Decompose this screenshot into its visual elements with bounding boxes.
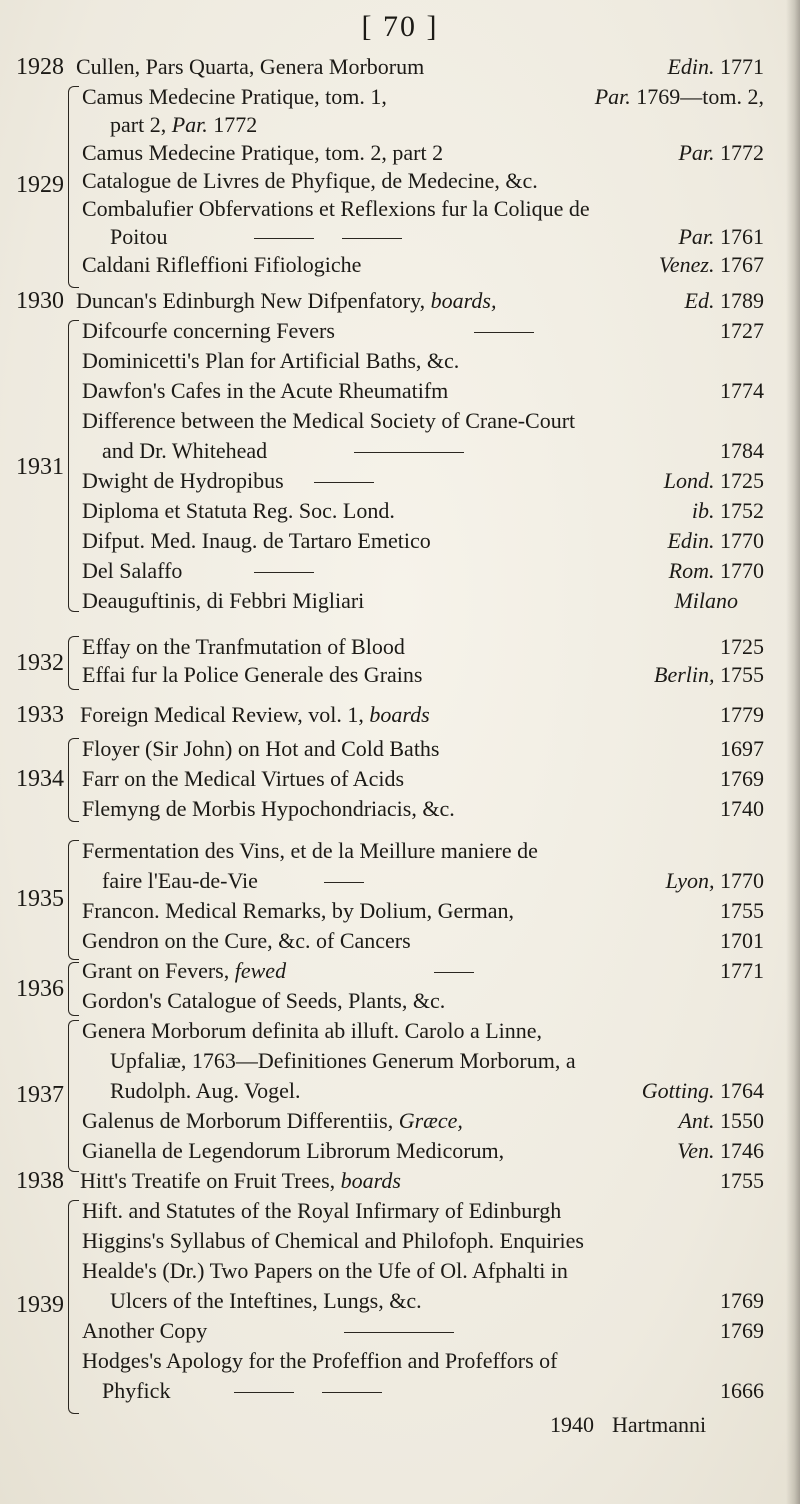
- lot-1939-line: [0, 1196, 800, 1226]
- lot-number: 1929: [16, 172, 64, 198]
- entry-imprint: Milano: [674, 588, 738, 613]
- lot-1931-line: [0, 466, 800, 496]
- entry-title: Dominicetti's Plan for Artificial Baths, &c.: [82, 348, 460, 373]
- entry-title: Poitou: [110, 224, 168, 249]
- lot-number: 1931: [16, 454, 64, 480]
- entry-imprint: Ven. 1746: [677, 1138, 764, 1163]
- entry-imprint: 1771: [720, 958, 764, 983]
- entry-imprint: 1769: [720, 766, 764, 791]
- entry-imprint: Rom. 1770: [668, 558, 764, 583]
- lot-1937-line: [0, 1016, 800, 1046]
- entry-imprint: Berlin, 1755: [654, 662, 764, 687]
- entry-title: Flemyng de Morbis Hypochondriacis, &c.: [82, 796, 455, 821]
- page-number-header: [ 70 ]: [361, 10, 439, 43]
- lot-1931-line: [0, 376, 800, 406]
- entry-title: Duncan's Edinburgh New Difpenfatory, boards,: [76, 288, 497, 313]
- entry-title: faire l'Eau-de-Vie: [102, 868, 258, 893]
- lot-1937-line: [0, 1046, 800, 1076]
- lot-1929-line: [0, 110, 800, 140]
- entry-title: Phyfick: [102, 1378, 171, 1403]
- lot-1939-line: [0, 1286, 800, 1316]
- lot-1937-line: [0, 1076, 800, 1106]
- entry-title: Farr on the Medical Virtues of Acids: [82, 766, 405, 791]
- leader-dashes: [300, 466, 388, 496]
- lot-1928-line: [0, 52, 800, 82]
- entry-title: Another Copy: [82, 1318, 208, 1343]
- entry-imprint: Par. 1769—tom. 2,: [594, 84, 764, 109]
- lot-1939-line: [0, 1316, 800, 1346]
- lot-1929-line: [0, 166, 800, 196]
- entry-imprint: 1697: [720, 736, 764, 761]
- entry-imprint: 1666: [720, 1378, 764, 1403]
- lot-1931-line: [0, 556, 800, 586]
- entry-imprint: 1774: [720, 378, 764, 403]
- leader-dashes: [240, 556, 328, 586]
- entry-imprint: Ed. 1789: [684, 288, 764, 313]
- entry-title: Cullen, Pars Quarta, Genera Morborum: [76, 54, 425, 79]
- entry-title: Del Salaffo: [82, 558, 183, 583]
- lot-1935-line: [0, 836, 800, 866]
- entry-imprint: Lyon, 1770: [665, 868, 764, 893]
- lot-number: 1939: [16, 1292, 64, 1318]
- entry-title: and Dr. Whitehead: [102, 438, 268, 463]
- entry-title: Hift. and Statutes of the Royal Infirmary of Edinburgh: [82, 1198, 562, 1223]
- leader-dashes: [340, 436, 478, 466]
- entry-title: Dawfon's Cafes in the Acute Rheumatifm: [82, 378, 449, 403]
- entry-title: Gordon's Catalogue of Seeds, Plants, &c.: [82, 988, 446, 1013]
- lot-1933-line: [0, 700, 800, 730]
- lot-1931-line: [0, 496, 800, 526]
- entry-imprint: Edin. 1771: [667, 54, 764, 79]
- entry-imprint: 1740: [720, 796, 764, 821]
- leader-dashes: [420, 956, 488, 986]
- entry-title: Camus Medecine Pratique, tom. 2, part 2: [82, 140, 444, 165]
- entry-title: Upfaliæ, 1763—Definitiones Generum Morborum, a: [110, 1048, 576, 1073]
- entry-title: Higgins's Syllabus of Chemical and Philofoph. Enquiries: [82, 1228, 584, 1253]
- lot-number: 1940: [550, 1412, 594, 1437]
- entry-title: Rudolph. Aug. Vogel.: [110, 1078, 301, 1103]
- lot-1934-line: [0, 764, 800, 794]
- lot-1931-line: [0, 346, 800, 376]
- lot-1931-line: [0, 526, 800, 556]
- entry-imprint: 1755: [720, 898, 764, 923]
- lot-1937-line: [0, 1106, 800, 1136]
- lot-1939-line: [0, 1346, 800, 1376]
- lot-1931-line: [0, 586, 800, 616]
- lot-1938-line: [0, 1166, 800, 1196]
- entry-title: Diploma et Statuta Reg. Soc. Lond.: [82, 498, 395, 523]
- entry-title: Difput. Med. Inaug. de Tartaro Emetico: [82, 528, 431, 553]
- lot-1929-line: [0, 222, 800, 252]
- entry-title: Dwight de Hydropibus: [82, 468, 284, 493]
- entry-title: part 2, Par. 1772: [110, 112, 258, 137]
- lot-1929-line: [0, 82, 800, 112]
- entry-title: Floyer (Sir John) on Hot and Cold Baths: [82, 736, 440, 761]
- lot-1934-line: [0, 794, 800, 824]
- entry-imprint: Par. 1772: [678, 140, 764, 165]
- entry-title: Hartmanni: [612, 1412, 707, 1437]
- entry-title: Hodges's Apology for the Profeffion and Profeffors of: [82, 1348, 558, 1373]
- lot-1929-line: [0, 138, 800, 168]
- entry-title: Gendron on the Cure, &c. of Cancers: [82, 928, 411, 953]
- leader-dashes: [330, 1316, 468, 1346]
- entry-title: Camus Medecine Pratique, tom. 1,: [82, 84, 387, 109]
- lot-number: 1936: [16, 976, 64, 1002]
- entry-title: Difcourfe concerning Fevers: [82, 318, 335, 343]
- entry-title: Effay on the Tranfmutation of Blood: [82, 634, 405, 659]
- lot-1931-line: [0, 406, 800, 436]
- lot-1935-line: [0, 926, 800, 956]
- entry-title: Foreign Medical Review, vol. 1, boards: [80, 702, 430, 727]
- lot-1937-line: [0, 1136, 800, 1166]
- entry-imprint: 1769: [720, 1318, 764, 1343]
- leader-dashes: [460, 316, 548, 346]
- lot-number: 1928: [16, 54, 64, 80]
- entry-title: Ulcers of the Inteftines, Lungs, &c.: [110, 1288, 422, 1313]
- lot-1929-line: [0, 250, 800, 280]
- leader-dashes: [240, 222, 416, 252]
- entry-title: Deauguftinis, di Febbri Migliari: [82, 588, 365, 613]
- entry-title: Hitt's Treatife on Fruit Trees, boards: [80, 1168, 401, 1193]
- lot-1934-line: [0, 734, 800, 764]
- entry-title: Caldani Rifleffioni Fifiologiche: [82, 252, 362, 277]
- entry-title: Francon. Medical Remarks, by Dolium, German,: [82, 898, 514, 923]
- lot-1932-line: [0, 660, 800, 690]
- lot-1931-line: [0, 316, 800, 346]
- entry-imprint: Ant. 1550: [678, 1108, 764, 1133]
- lot-1936-line: [0, 986, 800, 1016]
- entry-imprint: 1755: [720, 1168, 764, 1193]
- lot-1939-line: [0, 1256, 800, 1286]
- entry-title: Catalogue de Livres de Phyfique, de Medecine, &c.: [82, 168, 538, 193]
- lot-1940-line: [0, 1410, 800, 1440]
- entry-title: Galenus de Morborum Differentiis, Græce,: [82, 1108, 463, 1133]
- leader-dashes: [310, 866, 378, 896]
- entry-title: Healde's (Dr.) Two Papers on the Ufe of Ol. Afphalti in: [82, 1258, 568, 1283]
- entry-imprint: Gotting. 1764: [641, 1078, 764, 1103]
- entry-title: Effai fur la Police Generale des Grains: [82, 662, 423, 687]
- lot-1931-line: [0, 436, 800, 466]
- entry-title: Genera Morborum definita ab illuft. Carolo a Linne,: [82, 1018, 543, 1043]
- lot-1939-line: [0, 1226, 800, 1256]
- entry-imprint: Par. 1761: [678, 224, 764, 249]
- entry-imprint: 1779: [720, 702, 764, 727]
- entry-imprint: 1769: [720, 1288, 764, 1313]
- entry-imprint: Lond. 1725: [663, 468, 764, 493]
- entry-title: Gianella de Legendorum Librorum Medicorum,: [82, 1138, 505, 1163]
- lot-number: 1933: [16, 702, 64, 728]
- entry-title: Grant on Fevers, fewed: [82, 958, 287, 983]
- lot-1935-line: [0, 896, 800, 926]
- lot-number: 1930: [16, 288, 64, 314]
- leader-dashes: [220, 1376, 396, 1406]
- lot-1932-line: [0, 632, 800, 662]
- entry-imprint: Venez. 1767: [658, 252, 764, 277]
- lot-1936-line: [0, 956, 800, 986]
- entry-imprint: Edin. 1770: [667, 528, 764, 553]
- entry-imprint: 1725: [720, 634, 764, 659]
- lot-number: 1932: [16, 650, 64, 676]
- entry-title: Fermentation des Vins, et de la Meillure maniere de: [82, 838, 538, 863]
- entry-imprint: 1701: [720, 928, 764, 953]
- entry-title: Difference between the Medical Society of Crane-Court: [82, 408, 576, 433]
- entry-imprint: 1784: [720, 438, 764, 463]
- lot-number: 1937: [16, 1082, 64, 1108]
- lot-number: 1938: [16, 1168, 64, 1194]
- lot-1935-line: [0, 866, 800, 896]
- lot-1929-line: [0, 194, 800, 224]
- lot-number: 1934: [16, 766, 64, 792]
- lot-1939-line: [0, 1376, 800, 1406]
- entry-title: Combalufier Obfervations et Reflexions fur la Colique de: [82, 196, 590, 221]
- entry-imprint: 1727: [720, 318, 764, 343]
- lot-number: 1935: [16, 886, 64, 912]
- lot-1930-line: [0, 286, 800, 316]
- entry-imprint: ib. 1752: [691, 498, 764, 523]
